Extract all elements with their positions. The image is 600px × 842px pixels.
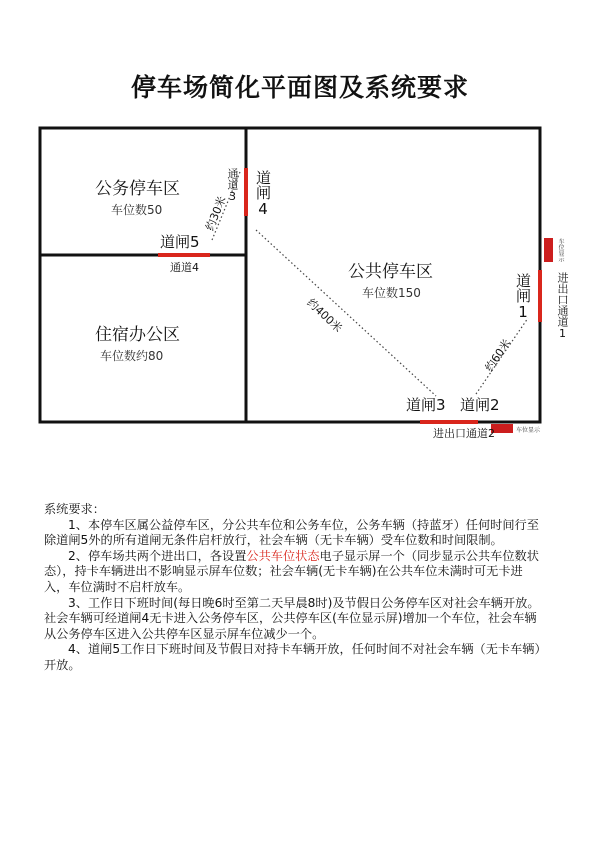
requirement-2-part-b: 电子显示屏一个（同步显示公共车位数状态），持卡车辆进出不影响显示屏车位数；社会车辆(无卡车辆)在公共车位未满时可无卡进入，车位满时不启杆放车。 <box>44 548 539 594</box>
zone-public-count: 车位数150 <box>362 286 421 300</box>
requirement-1: 1、本停车区属公益停车区，分公共车位和公务车位，公务车辆（持蓝牙）任何时间行至除道闸5外的所有道闸无条件启杆放行，社会车辆（无卡车辆）受车位数和时间限制。 <box>44 517 539 548</box>
requirement-2-part-a: 2、停车场共两个进出口，各设置 <box>68 548 247 563</box>
requirements-heading: 系统要求： <box>44 502 105 516</box>
display-right-caption: 车位显示 <box>557 238 564 262</box>
page-title: 停车场简化平面图及系统要求 <box>130 73 469 102</box>
zone-dorm-name: 住宿办公区 <box>95 325 180 345</box>
requirement-4: 4、道闸5工作日下班时间及节假日对持卡车辆开放，任何时间不对社会车辆（无卡车辆）开放。 <box>44 642 541 672</box>
display-bottom-caption: 车位显示 <box>516 427 541 434</box>
zone-official-count: 车位数50 <box>111 203 163 217</box>
zone-public-name: 公共停车区 <box>348 262 433 282</box>
exit-channel-1-label: 进出口通道1 <box>556 272 569 340</box>
outer-wall <box>40 128 540 422</box>
gate-3-label: 道闸3 <box>406 396 446 414</box>
display-board-right <box>544 238 553 262</box>
channel-3-label: 通道3 <box>226 168 239 203</box>
distance-400m-label: 约400米 <box>304 296 345 335</box>
gate-4-label: 道闸4 <box>254 170 272 218</box>
gate-5-label: 道闸5 <box>160 233 200 251</box>
gate-2-label: 道闸2 <box>460 396 500 414</box>
requirement-2-highlight: 公共车位状态 <box>246 548 320 563</box>
requirement-2 <box>44 549 544 596</box>
zone-dorm-count: 车位数约80 <box>100 349 164 363</box>
zone-official-name: 公务停车区 <box>95 179 180 199</box>
distance-60m-label: 约60米 <box>482 336 514 375</box>
requirement-3: 3、工作日下班时间(每日晚6时至第二天早晨8时)及节假日公务停车区对社会车辆开放。社会车辆可经道闸4无卡进入公务停车区，公共停车区(车位显示屏)增加一个车位，社会车辆从公务停车区进入公共停车区显示屏车位减少一个。 <box>44 595 540 641</box>
exit-channel-2-label: 进出口通道2 <box>433 427 495 440</box>
distance-30m-label: 约30米 <box>203 194 229 233</box>
path-400m <box>256 230 436 396</box>
requirements-section <box>44 502 544 674</box>
gate-1-label: 道闸1 <box>514 273 532 321</box>
channel-4-label: 通道4 <box>170 261 199 274</box>
